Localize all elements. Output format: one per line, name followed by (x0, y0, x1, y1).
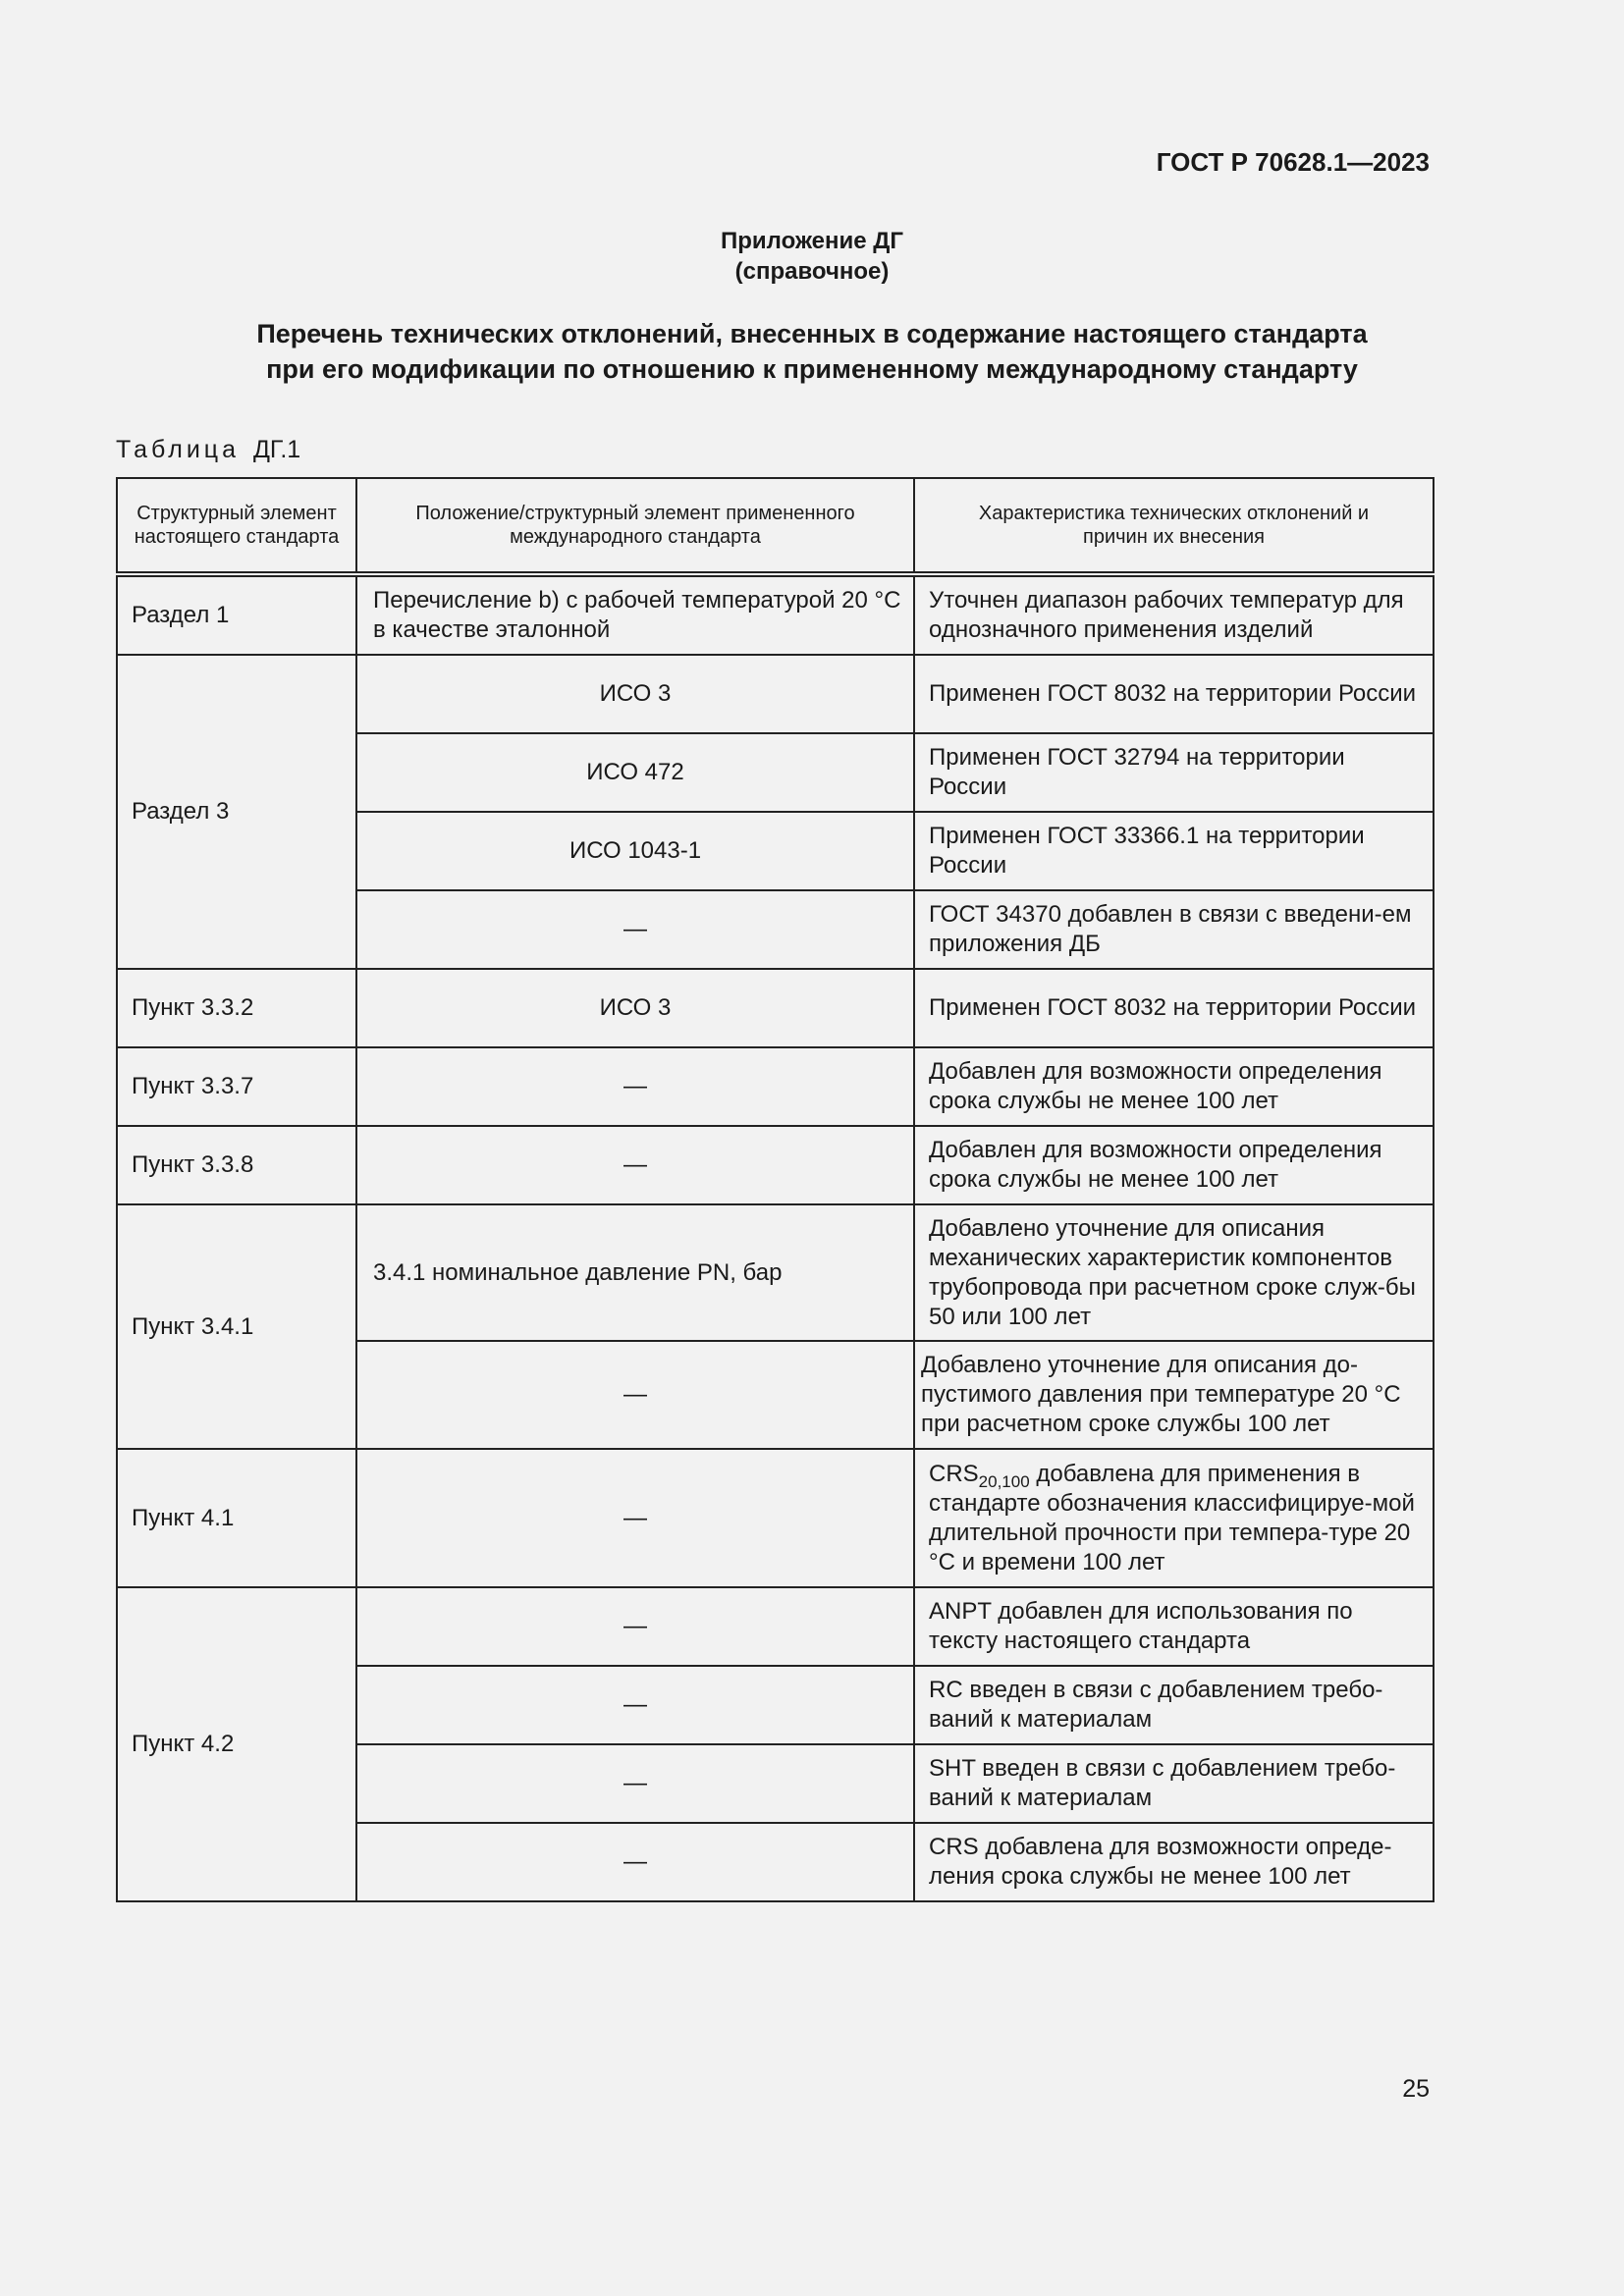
cell-struct: Пункт 4.2 (117, 1587, 356, 1901)
table-row (117, 1204, 1434, 1341)
cell-characteristic (914, 1449, 1434, 1587)
cell-characteristic: Применен ГОСТ 8032 на территории России (914, 655, 1434, 733)
table-caption (116, 436, 300, 464)
cell-characteristic: SHT введен в связи с добавлением требо-ваний к материалам (914, 1744, 1434, 1823)
cell-position: Перечисление b) с рабочей температурой 20 °С в качестве эталонной (356, 574, 914, 655)
table-row (117, 1587, 1434, 1666)
cell-characteristic: Уточнен диапазон рабочих температур для однозначного применения изделий (914, 574, 1434, 655)
cell-struct: Пункт 4.1 (117, 1449, 356, 1587)
cell-position: — (356, 1666, 914, 1744)
page-number: 25 (1402, 2075, 1430, 2103)
cell-struct: Раздел 1 (117, 574, 356, 655)
deviations-table (116, 477, 1435, 1902)
cell-position: ИСО 472 (356, 733, 914, 812)
main-title-line-1: Перечень технических отклонений, внесенных в содержание настоящего стандарта (256, 319, 1368, 348)
cell-position: — (356, 1587, 914, 1666)
cell-characteristic: Применен ГОСТ 32794 на территории России (914, 733, 1434, 812)
cell-characteristic: ANPT добавлен для использования по тексту настоящего стандарта (914, 1587, 1434, 1666)
cell-struct: Пункт 3.3.8 (117, 1126, 356, 1204)
table-row (117, 655, 1434, 733)
header-struct-element: Структурный элемент настоящего стандарта (117, 478, 356, 574)
document-code: ГОСТ Р 70628.1—2023 (1156, 147, 1430, 177)
cell-struct: Пункт 3.3.2 (117, 969, 356, 1047)
cell-characteristic: Добавлено уточнение для описания до-пустимого давления при температуре 20 °С при расчетном сроке службы 100 лет (914, 1341, 1434, 1449)
cell-characteristic: ГОСТ 34370 добавлен в связи с введени-ем приложения ДБ (914, 890, 1434, 969)
appendix-heading (0, 226, 1624, 287)
table-row (117, 574, 1434, 655)
cell-struct: Пункт 3.3.7 (117, 1047, 356, 1126)
table-row (117, 1126, 1434, 1204)
cell-position: ИСО 3 (356, 969, 914, 1047)
cell-position: ИСО 1043-1 (356, 812, 914, 890)
cell-struct: Раздел 3 (117, 655, 356, 969)
cell-characteristic: Применен ГОСТ 33366.1 на территории России (914, 812, 1434, 890)
cell-characteristic: Применен ГОСТ 8032 на территории России (914, 969, 1434, 1047)
main-title (0, 316, 1624, 387)
table-header-row (117, 478, 1434, 574)
cell-position: — (356, 1823, 914, 1901)
cell-characteristic: CRS добавлена для возможности опреде-ления срока службы не менее 100 лет (914, 1823, 1434, 1901)
cell-characteristic: Добавлено уточнение для описания механических характеристик компонентов трубопровода при расчетном сроке служ-бы 50 или 100 лет (914, 1204, 1434, 1341)
table-caption-label: Таблица (116, 436, 241, 463)
cell-position: — (356, 1449, 914, 1587)
cell-struct: Пункт 3.4.1 (117, 1204, 356, 1449)
crs-description: добавлена для применения в стандарте обозначения классифицируе-мой длительной прочности при темпера-туре 20 °С и времени 100 лет (929, 1460, 1415, 1575)
cell-position: ИСО 3 (356, 655, 914, 733)
cell-characteristic: RC введен в связи с добавлением требо-ваний к материалам (914, 1666, 1434, 1744)
crs-subscript: 20,100 (978, 1471, 1030, 1491)
cell-position: 3.4.1 номинальное давление PN, бар (356, 1204, 914, 1341)
table-row (117, 1047, 1434, 1126)
header-deviation-characteristic: Характеристика технических отклонений и причин их внесения (914, 478, 1434, 574)
table-row (117, 1449, 1434, 1587)
table-row (117, 969, 1434, 1047)
cell-position: — (356, 1744, 914, 1823)
crs-symbol: CRS (929, 1460, 979, 1487)
cell-characteristic: Добавлен для возможности определения срока службы не менее 100 лет (914, 1047, 1434, 1126)
header-intl-position: Положение/структурный элемент примененного международного стандарта (356, 478, 914, 574)
table-caption-number: ДГ.1 (252, 436, 301, 463)
cell-position: — (356, 1341, 914, 1449)
cell-position: — (356, 890, 914, 969)
appendix-subtitle: (справочное) (734, 258, 890, 285)
appendix-title: Приложение ДГ (721, 228, 903, 254)
cell-position: — (356, 1126, 914, 1204)
cell-position: — (356, 1047, 914, 1126)
cell-characteristic: Добавлен для возможности определения срока службы не менее 100 лет (914, 1126, 1434, 1204)
main-title-line-2: при его модификации по отношению к примененному международному стандарту (266, 354, 1358, 384)
